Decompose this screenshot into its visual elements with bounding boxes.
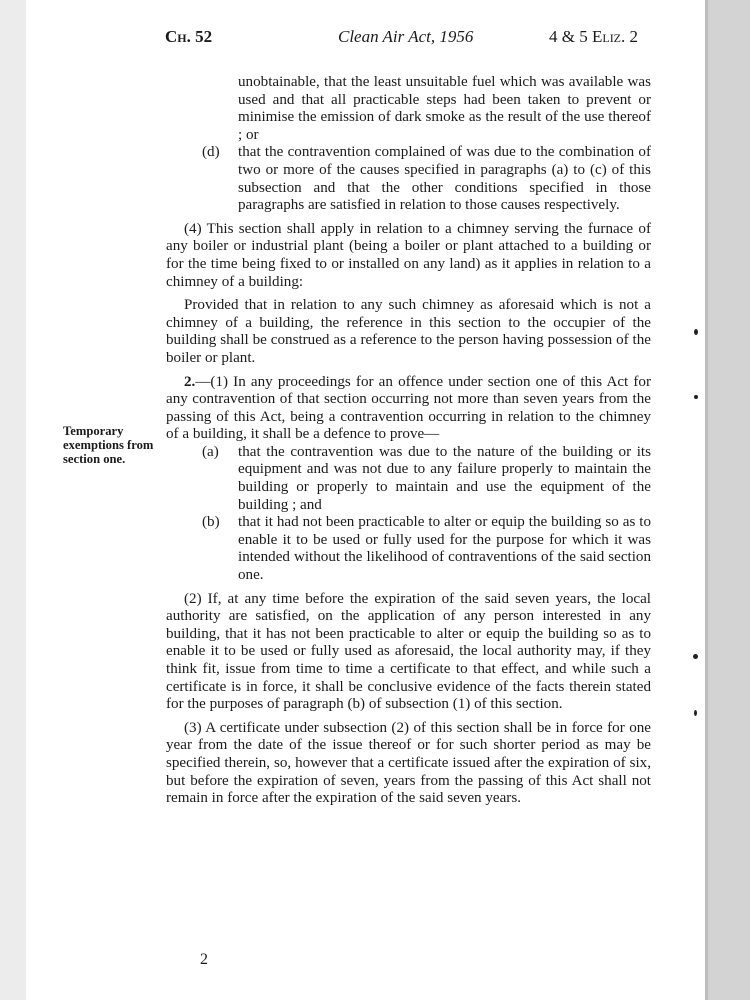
section-2-subsection-3: (3) A certificate under subsection (2) of this section shall be in force for one year from the date of the issue thereof or for such shorter period as may be specified therein, so, however that a certificate issued after the expiration of six, but before the expiration of seven, years from the passing of this Act shall not remain in force after the expiration of the said seven years. (166, 719, 651, 807)
page-left-margin (0, 0, 26, 1000)
section-2-subsection-2: (2) If, at any time before the expiration of the said seven years, the local authority are satisfied, on the application of any person interested in any building, that it has not been practicable to alter or equip the building so as to enable it to be used or fully used as aforesaid, the local authority may, if they think fit, issue from time to time a certificate to that effect, and while such a certificate is in force, it shall be conclusive evidence of the facts therein stated for the purposes of paragraph (b) of subsection (1) of this section. (166, 590, 651, 713)
scan-speck (693, 654, 698, 659)
page-number: 2 (200, 951, 208, 968)
paragraph-b (202, 514, 651, 584)
paragraph-b-label: (b) (202, 514, 220, 531)
paragraph-d-label: (d) (202, 144, 220, 161)
subsection-4: (4) This section shall apply in relation to a chimney serving the furnace of any boiler or industrial plant (being a boiler or plant attached to a building or for the time being fixed to or installed on any land) as it applies in relation to a chimney of a building: (166, 220, 651, 290)
paragraph-a (202, 444, 651, 514)
paragraph-d (202, 144, 651, 214)
paragraph-b-text: that it had not been practicable to alter or equip the building so as to enable it to be used or fully used for the purpose for which it was intended without the likelihood of contraventions of the said section one. (238, 514, 651, 584)
section-2-number: 2. (184, 373, 196, 390)
chapter-label: Ch. 52 (165, 27, 213, 46)
paragraph-a-text: that the contravention was due to the nature of the building or its equipment and was not due to any failure properly to maintain the building or properly to maintain and use the equipment of the building ; and (238, 443, 651, 513)
section-2-subsection-1 (166, 374, 651, 444)
scan-speck (694, 329, 698, 335)
act-title: Clean Air Act, 1956 (338, 27, 474, 46)
scan-speck (694, 710, 697, 716)
statute-body (166, 74, 651, 808)
page-right-margin (708, 0, 750, 1000)
paragraph-d-text: that the contravention complained of was due to the combination of two or more of the causes specified in paragraphs (a) to (c) of this subsection and that the other conditions specified in those paragraphs are satisfied in relation to those causes respectively. (238, 144, 651, 214)
running-header (0, 27, 750, 51)
paragraph-c-continuation: unobtainable, that the least unsuitable fuel which was available was used and that all practicable steps had been taken to prevent or minimise the emission of dark smoke as the result of the use thereof ; or (238, 74, 651, 143)
paragraph-a-label: (a) (202, 443, 219, 460)
proviso: Provided that in relation to any such chimney as aforesaid which is not a chimney of a building, the reference in this section to the occupier of the building shall be construed as a reference to the person having possession of the boiler or plant. (166, 297, 651, 366)
scan-speck (694, 395, 698, 399)
section-2-subsection-1-text: —(1) In any proceedings for an offence under section one of this Act for any contravention of that section occurring not more than seven years from the passing of this Act, being a contravention occurring in relation to the chimney of a building, it shall be a defence to prove— (166, 373, 651, 443)
regnal-year: 4 & 5 Eliz. 2 (549, 27, 639, 46)
margin-note: Temporary exemptions from section one. (63, 424, 154, 467)
